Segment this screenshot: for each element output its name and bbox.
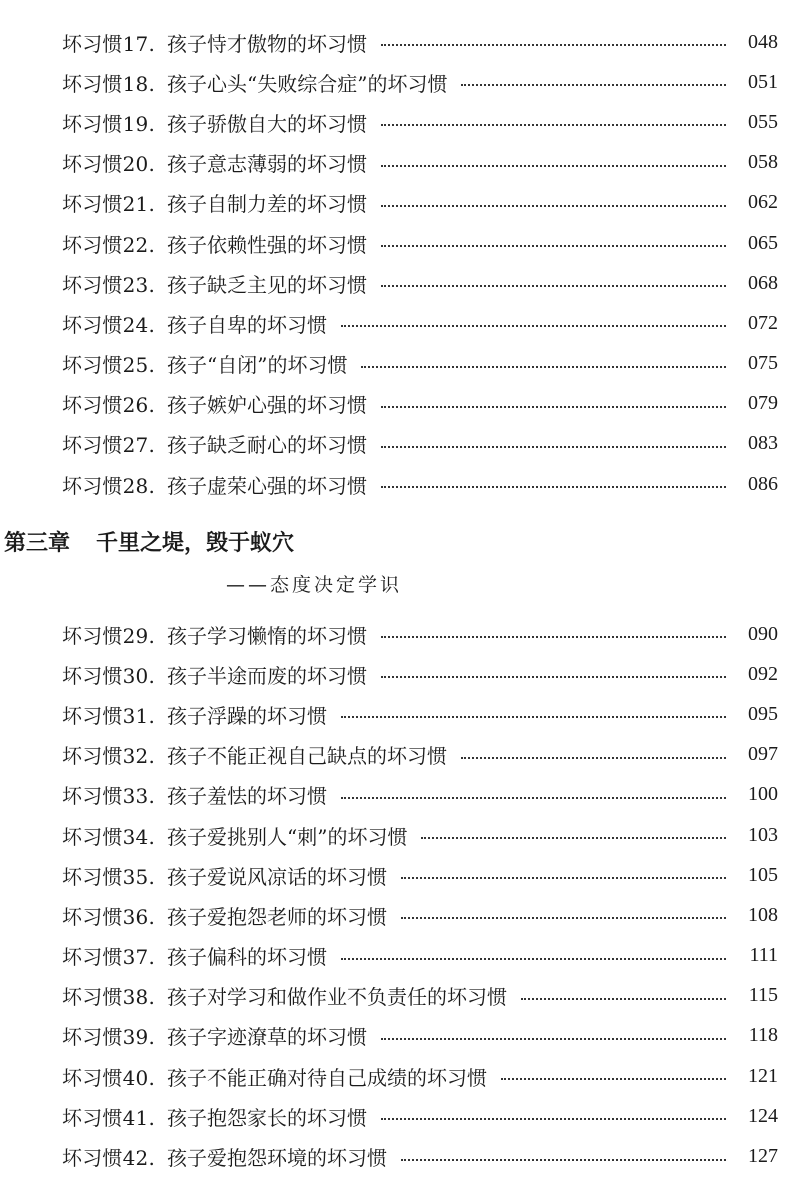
entry-number: 坏习惯23. <box>62 272 156 297</box>
entry-number: 坏习惯38. <box>62 985 156 1010</box>
entry-page: 127 <box>748 1145 778 1168</box>
toc-entry[interactable] <box>62 815 778 855</box>
dot-leader <box>361 366 726 368</box>
dot-leader <box>381 446 726 448</box>
entry-page: 068 <box>748 271 778 294</box>
dot-leader <box>381 486 726 488</box>
toc-entry[interactable] <box>62 464 778 504</box>
toc-entry[interactable] <box>62 183 778 223</box>
toc-entry[interactable] <box>62 775 778 815</box>
entry-page: 121 <box>748 1064 778 1087</box>
toc-entry[interactable] <box>62 303 778 343</box>
entry-number: 坏习惯33. <box>62 784 156 809</box>
entry-title: 孩子爱抱怨老师的坏习惯 <box>167 904 388 929</box>
entry-title: 孩子抱怨家长的坏习惯 <box>167 1105 368 1130</box>
entry-page: 097 <box>748 743 778 766</box>
dot-leader <box>501 1078 726 1080</box>
toc-entry[interactable] <box>62 976 778 1016</box>
entry-number: 坏习惯30. <box>62 663 156 688</box>
dot-leader <box>381 205 726 207</box>
entry-number: 坏习惯35. <box>62 864 156 889</box>
dot-leader <box>381 165 726 167</box>
entry-title: 孩子嫉妒心强的坏习惯 <box>167 393 368 418</box>
dot-leader <box>341 958 726 960</box>
entry-number: 坏习惯28. <box>62 473 156 498</box>
dot-leader <box>381 1038 726 1040</box>
chapter-subtitle: ——态度决定学识 <box>226 574 403 596</box>
entry-page: 075 <box>748 352 778 375</box>
entry-number: 坏习惯22. <box>62 232 156 257</box>
entry-page: 092 <box>748 662 778 685</box>
entry-number: 坏习惯17. <box>62 31 156 56</box>
toc-entry[interactable] <box>62 143 778 183</box>
entry-page: 090 <box>748 622 778 645</box>
entry-number: 坏习惯34. <box>62 824 156 849</box>
entry-page: 111 <box>749 944 778 967</box>
entry-page: 103 <box>748 823 778 846</box>
dot-leader <box>381 285 726 287</box>
dot-leader <box>401 917 726 919</box>
entry-title: 孩子不能正视自己缺点的坏习惯 <box>167 744 448 769</box>
toc-entry[interactable] <box>62 424 778 464</box>
entry-number: 坏习惯27. <box>62 433 156 458</box>
entry-number: 坏习惯42. <box>62 1146 156 1171</box>
entry-title: 孩子骄傲自大的坏习惯 <box>167 111 368 136</box>
entry-title: 孩子羞怯的坏习惯 <box>167 784 328 809</box>
entry-title: 孩子自制力差的坏习惯 <box>167 192 368 217</box>
toc-entry[interactable] <box>62 855 778 895</box>
dot-leader <box>381 636 726 638</box>
entry-title: 孩子对学习和做作业不负责任的坏习惯 <box>167 985 508 1010</box>
entry-title: 孩子意志薄弱的坏习惯 <box>167 152 368 177</box>
entry-number: 坏习惯19. <box>62 111 156 136</box>
toc-entry[interactable] <box>62 263 778 303</box>
chapter-heading <box>4 526 294 557</box>
entry-page: 048 <box>748 30 778 53</box>
entry-title: 孩子虚荣心强的坏习惯 <box>167 473 368 498</box>
entry-title: 孩子爱抱怨环境的坏习惯 <box>167 1146 388 1171</box>
dot-leader <box>381 245 726 247</box>
entry-title: 孩子心头“失败综合症”的坏习惯 <box>167 71 448 96</box>
entry-page: 062 <box>748 191 778 214</box>
entry-number: 坏习惯18. <box>62 71 156 96</box>
toc-entry[interactable] <box>62 22 778 62</box>
entry-page: 072 <box>748 311 778 334</box>
entry-page: 083 <box>748 432 778 455</box>
entry-number: 坏习惯21. <box>62 192 156 217</box>
entry-title: 孩子半途而废的坏习惯 <box>167 663 368 688</box>
entry-title: 孩子偏科的坏习惯 <box>167 945 328 970</box>
entry-number: 坏习惯26. <box>62 393 156 418</box>
toc-entry[interactable] <box>62 895 778 935</box>
toc-entry[interactable] <box>62 614 778 654</box>
entry-number: 坏习惯39. <box>62 1025 156 1050</box>
entry-number: 坏习惯20. <box>62 152 156 177</box>
entry-title: 孩子字迹潦草的坏习惯 <box>167 1025 368 1050</box>
toc-list-part-2 <box>62 614 778 1177</box>
entry-page: 051 <box>748 70 778 93</box>
toc-entry[interactable] <box>62 344 778 384</box>
entry-page: 124 <box>748 1104 778 1127</box>
dot-leader <box>381 676 726 678</box>
dot-leader <box>341 716 726 718</box>
entry-page: 115 <box>748 984 778 1007</box>
dot-leader <box>381 406 726 408</box>
dot-leader <box>381 1118 726 1120</box>
entry-number: 坏习惯37. <box>62 945 156 970</box>
toc-entry[interactable] <box>62 654 778 694</box>
entry-number: 坏习惯24. <box>62 312 156 337</box>
toc-entry[interactable] <box>62 1056 778 1096</box>
toc-entry[interactable] <box>62 223 778 263</box>
toc-entry[interactable] <box>62 1096 778 1136</box>
toc-entry[interactable] <box>62 936 778 976</box>
toc-entry[interactable] <box>62 1016 778 1056</box>
dot-leader <box>341 797 726 799</box>
entry-page: 105 <box>748 863 778 886</box>
dot-leader <box>381 44 726 46</box>
entry-title: 孩子浮躁的坏习惯 <box>167 703 328 728</box>
entry-title: 孩子不能正确对待自己成绩的坏习惯 <box>167 1065 488 1090</box>
entry-number: 坏习惯25. <box>62 353 156 378</box>
entry-number: 坏习惯41. <box>62 1105 156 1130</box>
entry-title: 孩子“自闭”的坏习惯 <box>167 353 348 378</box>
toc-entry[interactable] <box>62 1136 778 1176</box>
dot-leader <box>401 877 726 879</box>
chapter-label: 第三章 <box>4 531 71 556</box>
dot-leader <box>521 998 726 1000</box>
entry-page: 065 <box>748 231 778 254</box>
entry-title: 孩子爱说风凉话的坏习惯 <box>167 864 388 889</box>
entry-number: 坏习惯36. <box>62 904 156 929</box>
entry-page: 079 <box>748 392 778 415</box>
entry-page: 055 <box>748 110 778 133</box>
dot-leader <box>461 84 726 86</box>
dot-leader <box>461 757 726 759</box>
entry-title: 孩子缺乏耐心的坏习惯 <box>167 433 368 458</box>
entry-page: 118 <box>748 1024 778 1047</box>
dot-leader <box>401 1159 726 1161</box>
entry-page: 100 <box>748 783 778 806</box>
entry-title: 孩子学习懒惰的坏习惯 <box>167 623 368 648</box>
toc-entry[interactable] <box>62 102 778 142</box>
entry-title: 孩子恃才傲物的坏习惯 <box>167 31 368 56</box>
entry-title: 孩子爱挑别人“刺”的坏习惯 <box>167 824 408 849</box>
entry-page: 108 <box>748 903 778 926</box>
entry-page: 086 <box>748 472 778 495</box>
toc-entry[interactable] <box>62 735 778 775</box>
entry-number: 坏习惯29. <box>62 623 156 648</box>
entry-title: 孩子依赖性强的坏习惯 <box>167 232 368 257</box>
entry-page: 058 <box>748 151 778 174</box>
entry-title: 孩子自卑的坏习惯 <box>167 312 328 337</box>
dot-leader <box>381 124 726 126</box>
entry-page: 095 <box>748 702 778 725</box>
entry-number: 坏习惯32. <box>62 744 156 769</box>
entry-number: 坏习惯31. <box>62 703 156 728</box>
chapter-title: 千里之堤，毁于蚁穴 <box>96 531 295 556</box>
dot-leader <box>421 837 726 839</box>
toc-list-part-1 <box>62 22 778 504</box>
toc-entry[interactable] <box>62 62 778 102</box>
entry-title: 孩子缺乏主见的坏习惯 <box>167 272 368 297</box>
dot-leader <box>341 325 726 327</box>
toc-entry[interactable] <box>62 694 778 734</box>
toc-entry[interactable] <box>62 384 778 424</box>
entry-number: 坏习惯40. <box>62 1065 156 1090</box>
